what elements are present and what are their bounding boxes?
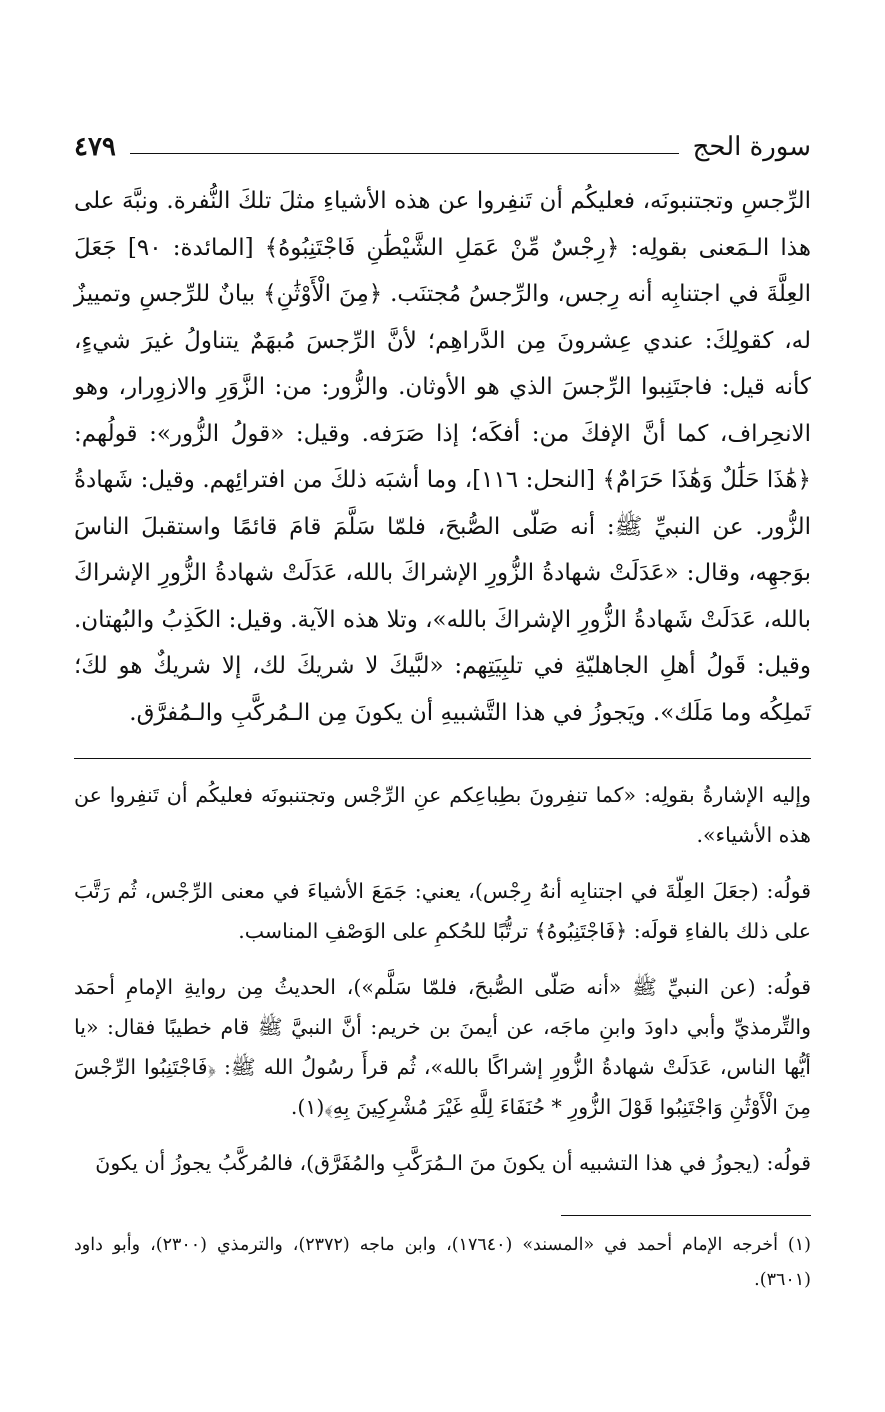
page-number: ٤٧٩ — [74, 132, 116, 162]
section-divider — [74, 758, 811, 759]
main-paragraph: الرِّجسِ وتجتنبونَه، فعليكُم أن تَنفِروا عن هذه الأشياءِ مثلَ تلكَ النُّفرة. ونبَّهَ على هذا الـمَعنى بقولِه: ﴿رِجْسٌ مِّنْ عَمَلِ الشَّيْطَٰنِ فَاجْتَنِبُوهُ﴾ [المائدة: ٩٠] جَعَلَ العِلَّةَ في اجتنابِه أنه رِجس، والرِّجسُ مُجتنَب. ﴿مِنَ الْأَوْثَٰنِ﴾ بيانٌ للرِّجسِ وتمييزٌ له، كقولِكَ: عندي عِشرونَ مِن الدَّراهِم؛ لأنَّ الرِّجسَ مُبهَمٌ يتناولُ غيرَ شيءٍ، كأنه قيل: فاجتَنِبوا الرِّجسَ الذي هو الأوثان. والزُّور: من: الزَّوَرِ والازوِرار، وهو الانحِراف، كما أنَّ الإفكَ من: أفكَه؛ إذا صَرَفه. وقيل: «قولُ الزُّور»: قولُهم: ﴿هَٰذَا حَلَٰلٌ وَهَٰذَا حَرَامٌ﴾ [النحل: ١١٦]، وما أشبَه ذلكَ من افترائِهم. وقيل: شَهادةُ الزُّور. عن النبيِّ ﷺ: أنه صَلّى الصُّبحَ، فلمّا سَلَّمَ قامَ قائمًا واستقبلَ الناسَ بوَجهِه، وقال: «عَدَلَتْ شهادةُ الزُّورِ الإشراكَ بالله، عَدَلَتْ شهادةُ الزُّورِ الإشراكَ بالله، عَدَلَتْ شَهادةُ الزُّورِ الإشراكَ بالله»، وتلا هذه الآية. وقيل: الكَذِبُ والبُهتان. وقيل: قَولُ أهلِ الجاهليّةِ في تلبِيَتِهم: «لبَّيكَ لا شريكَ لك، إلا شريكٌ هو لكَ؛ تَملِكُه وما مَلَك». ويَجوزُ في هذا التَّشبيهِ أن يكونَ مِن الـمُركَّبِ والـمُفرَّق. — [73, 188, 811, 726]
commentary-paragraph: وإليه الإشارةُ بقولِه: «كما تنفِرونَ بطِباعِكم عنِ الرِّجْس وتجتنبونَه فعليكُم أن تَنفِروا عن هذه الأشياء». — [74, 783, 811, 847]
commentary-paragraph: قولُه: (جعَلَ العِلّةَ في اجتنابِه أنهُ رِجْس)، يعني: جَمَعَ الأشياءَ في معنى الرِّجْس، ثُم رَتَّبَ على ذلك بالفاءِ قولَه: ﴿فَاجْتَنِبُوهُ﴾ ترتُّبًا للحُكمِ على الوَصْفِ المناسب. — [74, 879, 811, 943]
commentary-paragraph: قولُه: (يجوزُ في هذا التشبيه أن يكونَ منَ الـمُرَكَّبِ والمُفَرَّق)، فالمُركَّبُ يجوزُ أن يكونَ — [95, 1151, 811, 1175]
footnote — [74, 1228, 811, 1298]
footnote-rule — [561, 1215, 811, 1216]
book-page — [74, 110, 811, 1392]
header-rule — [130, 153, 679, 154]
commentary — [74, 775, 811, 1183]
running-header — [74, 110, 811, 160]
commentary-paragraph: قولُه: (عن النبيِّ ﷺ «أنه صَلّى الصُّبحَ، فلمّا سَلَّم»)، الحديثُ مِن روايةِ الإمامِ أحمَد والتِّرمذيِّ وأبي داودَ وابنِ ماجَه، عن أيمنَ بن خريم: أنَّ النبيَّ ﷺ قام خطيبًا فقال: «يا أيُّها الناس، عَدَلَتْ شهادةُ الزُّورِ إشراكًا بالله»، ثُم قرأَ رسُولُ الله ﷺ: ﴿فَاجْتَنِبُوا الرِّجْسَ مِنَ الْأَوْثَٰنِ وَاجْتَنِبُوا قَوْلَ الزُّورِ * حُنَفَاءَ لِلَّهِ غَيْرَ مُشْرِكِينَ بِهِ﴾(١). — [74, 975, 811, 1119]
surah-title: سورة الحج — [692, 132, 811, 162]
footnote-text: (١) أخرجه الإمام أحمد في «المسند» (١٧٦٤٠)، وابن ماجه (٢٣٧٢)، والترمذي (٢٣٠٠)، وأبو داود (٣٦٠١). — [74, 1235, 811, 1290]
main-text — [74, 178, 811, 736]
